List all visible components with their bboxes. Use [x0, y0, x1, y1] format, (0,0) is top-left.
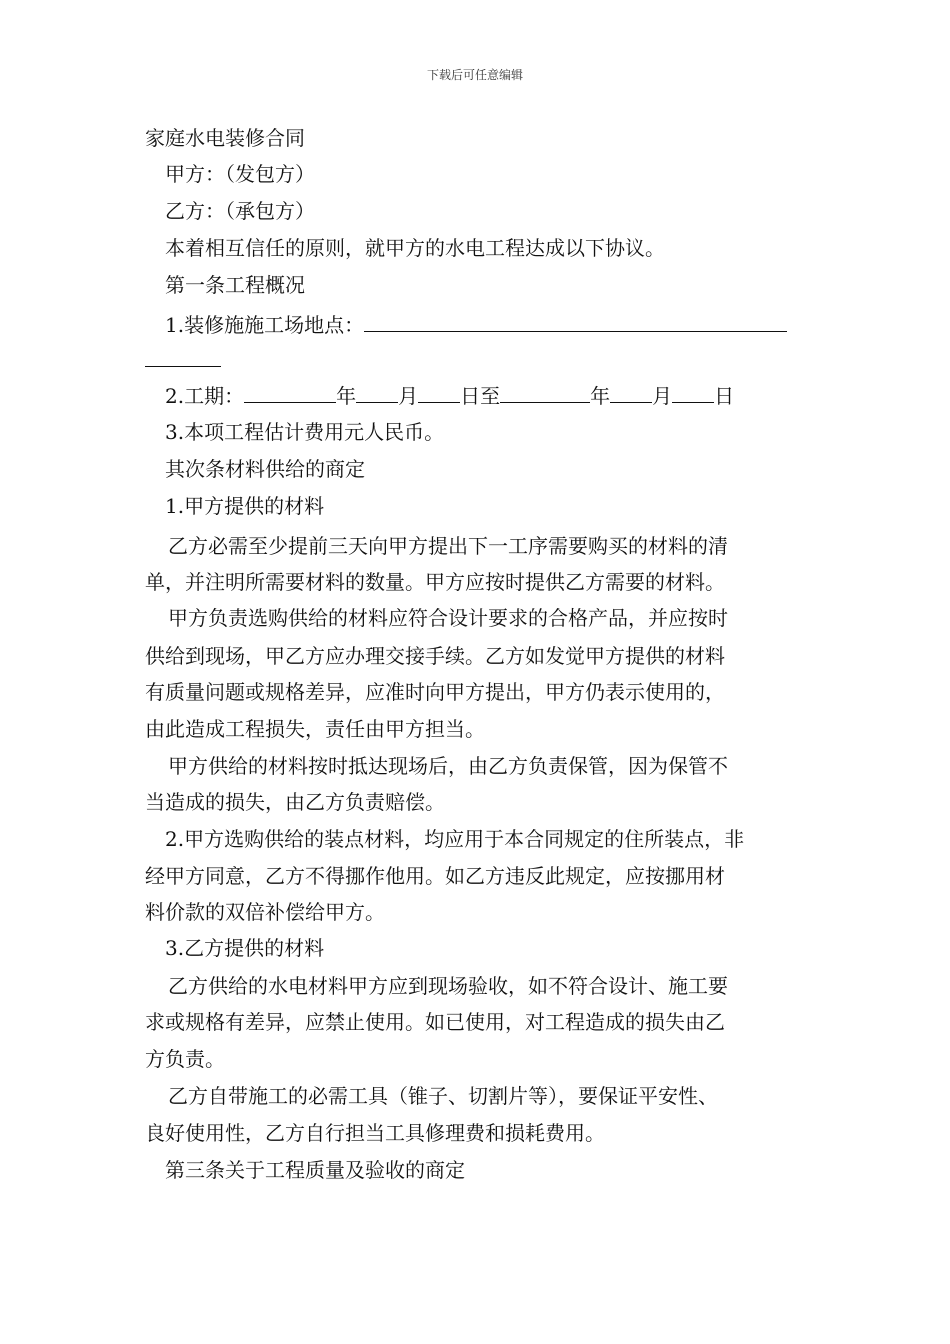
site-location-blank-cont — [145, 346, 221, 367]
paragraph-line: 2.甲方选购供给的装点材料，均应用于本合同规定的住所装点，非 — [165, 827, 745, 851]
contract-title: 家庭水电装修合同 — [145, 126, 305, 150]
start-year-unit: 年 — [336, 384, 357, 408]
article2-title: 其次条材料供给的商定 — [165, 457, 365, 481]
party-a-line: 甲方：（发包方） — [165, 162, 315, 186]
paragraph-line: 由此造成工程损失，责任由甲方担当。 — [145, 717, 485, 741]
paragraph-line: 乙方自带施工的必需工具（锥子、切割片等），要保证平安性、 — [168, 1084, 718, 1108]
cost-line: 3.本项工程估计费用元人民币。 — [165, 420, 445, 444]
paragraph-line: 方负责。 — [145, 1047, 225, 1071]
paragraph-line: 当造成的损失，由乙方负责赔偿。 — [145, 790, 445, 814]
site-location-label: 1.装修施施工场地点： — [165, 313, 365, 337]
preamble: 本着相互信任的原则，就甲方的水电工程达成以下协议。 — [165, 236, 665, 260]
start-month-unit: 月 — [398, 384, 419, 408]
paragraph-line: 有质量问题或规格差异，应准时向甲方提出，甲方仍表示使用的， — [145, 680, 725, 704]
end-year-blank — [500, 382, 590, 403]
paragraph-line: 料价款的双倍补偿给甲方。 — [145, 900, 385, 924]
article2-sub1: 1.甲方提供的材料 — [165, 494, 325, 518]
start-month-blank — [356, 382, 398, 403]
start-day-unit: 日至 — [460, 384, 501, 408]
end-month-unit: 月 — [652, 384, 673, 408]
article1-title: 第一条工程概况 — [165, 273, 305, 297]
schedule-line — [165, 382, 830, 408]
start-day-blank — [418, 382, 460, 403]
party-b-line: 乙方：（承包方） — [165, 199, 315, 223]
end-day-unit: 日 — [714, 384, 735, 408]
article2-sub3: 3.乙方提供的材料 — [165, 936, 325, 960]
end-month-blank — [610, 382, 652, 403]
paragraph-line: 乙方必需至少提前三天向甲方提出下一工序需要购买的材料的清 — [168, 534, 728, 558]
site-location-line — [165, 311, 830, 337]
paragraph-line: 单，并注明所需要材料的数量。甲方应按时提供乙方需要的材料。 — [145, 570, 725, 594]
paragraph-line: 乙方供给的水电材料甲方应到现场验收，如不符合设计、施工要 — [168, 974, 728, 998]
paragraph-line: 良好使用性，乙方自行担当工具修理费和损耗费用。 — [145, 1121, 605, 1145]
paragraph-line: 供给到现场，甲乙方应办理交接手续。乙方如发觉甲方提供的材料 — [145, 644, 725, 668]
site-location-blank — [364, 311, 787, 332]
page-header: 下载后可任意编辑 — [426, 68, 523, 82]
site-location-continuation — [145, 346, 810, 372]
article3-title: 第三条关于工程质量及验收的商定 — [165, 1158, 465, 1182]
paragraph-line: 求或规格有差异，应禁止使用。如已使用，对工程造成的损失由乙 — [145, 1010, 725, 1034]
schedule-label: 2.工期： — [165, 384, 245, 408]
start-year-blank — [244, 382, 336, 403]
end-year-unit: 年 — [590, 384, 611, 408]
end-day-blank — [672, 382, 714, 403]
paragraph-line: 甲方负责选购供给的材料应符合设计要求的合格产品，并应按时 — [168, 606, 728, 630]
paragraph-line: 经甲方同意，乙方不得挪作他用。如乙方违反此规定，应按挪用材 — [145, 864, 725, 888]
paragraph-line: 甲方供给的材料按时抵达现场后，由乙方负责保管，因为保管不 — [168, 754, 728, 778]
